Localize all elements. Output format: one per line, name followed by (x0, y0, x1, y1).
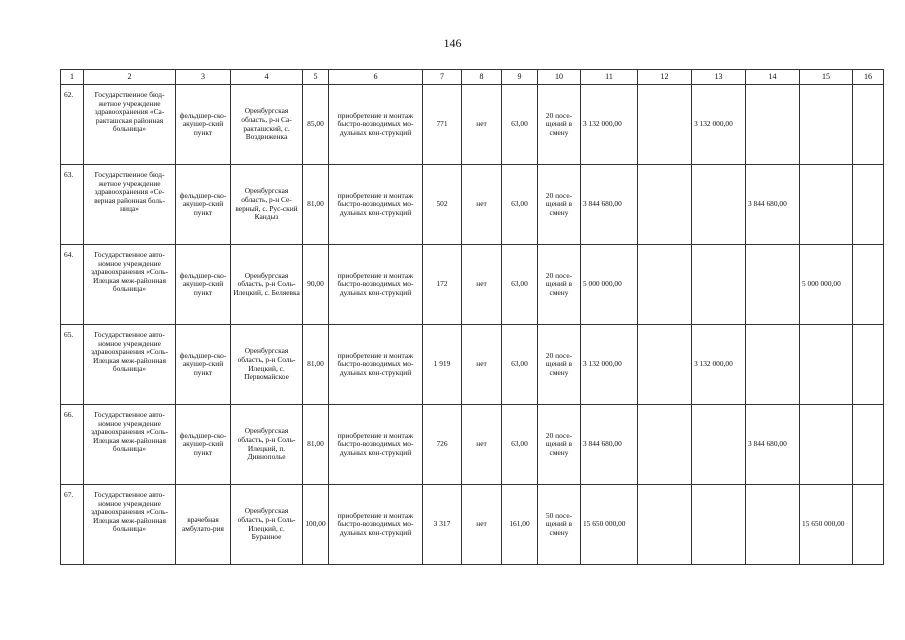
column-15-value (800, 85, 853, 165)
institution-name: Государственное бюд-жетное учреждение здравоохранения «Се-верная районная боль-ница» (84, 165, 176, 245)
column-5-value: 81,00 (303, 325, 329, 405)
column-16-value (853, 165, 884, 245)
row-number: 63. (61, 165, 84, 245)
column-7-value: 3 317 (423, 485, 462, 565)
location: Оренбургская область, р-н Са-ракташский, с. Воздвиженка (231, 85, 303, 165)
capacity: 20 посе-щений в смену (538, 325, 581, 405)
table-row (61, 245, 884, 325)
column-14-value (746, 325, 800, 405)
work-type: приобретение и монтаж быстро-возводимых мо-дульных кон-струкций (329, 485, 423, 565)
row-number: 62. (61, 85, 84, 165)
column-13-value (692, 405, 746, 485)
column-9-value: 161,00 (502, 485, 538, 565)
column-14-value (746, 245, 800, 325)
location: Оренбургская область, р-н Соль-Илецкий, с. Беляевка (231, 245, 303, 325)
column-header: 16 (853, 70, 884, 85)
row-number: 67. (61, 485, 84, 565)
table-row (61, 485, 884, 565)
column-header: 5 (303, 70, 329, 85)
column-header: 7 (423, 70, 462, 85)
column-12-value (638, 485, 692, 565)
total-amount: 5 000 000,00 (581, 245, 638, 325)
column-header: 6 (329, 70, 423, 85)
total-amount: 3 844 680,00 (581, 165, 638, 245)
column-13-value (692, 245, 746, 325)
column-5-value: 81,00 (303, 165, 329, 245)
data-table (60, 69, 884, 565)
column-16-value (853, 405, 884, 485)
row-number: 66. (61, 405, 84, 485)
column-header: 14 (746, 70, 800, 85)
column-7-value: 502 (423, 165, 462, 245)
column-14-value (746, 485, 800, 565)
institution-name: Государственное авто-номное учреждение здравоохранения «Соль-Илецкая меж-районная больница» (84, 405, 176, 485)
capacity: 20 посе-щений в смену (538, 405, 581, 485)
column-header: 2 (84, 70, 176, 85)
table-row (61, 325, 884, 405)
column-9-value: 63,00 (502, 405, 538, 485)
facility-type: фельдшер-ско-акушер-ский пункт (176, 245, 231, 325)
work-type: приобретение и монтаж быстро-возводимых мо-дульных кон-струкций (329, 165, 423, 245)
column-5-value: 81,00 (303, 405, 329, 485)
column-14-value: 3 844 680,00 (746, 405, 800, 485)
column-9-value: 63,00 (502, 85, 538, 165)
column-15-value (800, 165, 853, 245)
column-15-value (800, 325, 853, 405)
column-8-value: нет (462, 405, 502, 485)
column-header: 3 (176, 70, 231, 85)
column-7-value: 172 (423, 245, 462, 325)
column-13-value (692, 485, 746, 565)
column-15-value: 15 650 000,00 (800, 485, 853, 565)
table-row (61, 405, 884, 485)
institution-name: Государственное авто-номное учреждение здравоохранения «Соль-Илецкая меж-районная больница» (84, 485, 176, 565)
column-9-value: 63,00 (502, 325, 538, 405)
column-header: 8 (462, 70, 502, 85)
total-amount: 3 132 000,00 (581, 325, 638, 405)
column-header: 4 (231, 70, 303, 85)
column-5-value: 100,00 (303, 485, 329, 565)
location: Оренбургская область, р-н Се-верный, с. Рус-ский Кандыз (231, 165, 303, 245)
row-number: 65. (61, 325, 84, 405)
table-row (61, 85, 884, 165)
column-header: 10 (538, 70, 581, 85)
page-number: 146 (443, 36, 462, 50)
column-13-value (692, 165, 746, 245)
column-7-value: 771 (423, 85, 462, 165)
column-12-value (638, 405, 692, 485)
location: Оренбургская область, р-н Соль-Илецкий, с. Буранное (231, 485, 303, 565)
capacity: 20 посе-щений в смену (538, 165, 581, 245)
column-8-value: нет (462, 485, 502, 565)
capacity: 50 посе-щений в смену (538, 485, 581, 565)
location: Оренбургская область, р-н Соль-Илецкий, п. Дивнополье (231, 405, 303, 485)
column-7-value: 1 919 (423, 325, 462, 405)
column-12-value (638, 325, 692, 405)
institution-name: Государственное авто-номное учреждение здравоохранения «Соль-Илецкая меж-районная больница» (84, 245, 176, 325)
column-7-value: 726 (423, 405, 462, 485)
facility-type: фельдшер-ско-акушер-ский пункт (176, 165, 231, 245)
column-16-value (853, 85, 884, 165)
capacity: 20 посе-щений в смену (538, 245, 581, 325)
column-12-value (638, 85, 692, 165)
column-header: 13 (692, 70, 746, 85)
institution-name: Государственное авто-номное учреждение здравоохранения «Соль-Илецкая меж-районная больница» (84, 325, 176, 405)
header-row (61, 70, 884, 85)
column-13-value: 3 132 000,00 (692, 85, 746, 165)
total-amount: 3 844 680,00 (581, 405, 638, 485)
facility-type: фельдшер-ско-акушер-ский пункт (176, 85, 231, 165)
column-12-value (638, 165, 692, 245)
column-16-value (853, 325, 884, 405)
location: Оренбургская область, р-н Соль-Илецкий, с. Первомайское (231, 325, 303, 405)
column-16-value (853, 485, 884, 565)
column-14-value (746, 85, 800, 165)
column-8-value: нет (462, 165, 502, 245)
column-8-value: нет (462, 325, 502, 405)
work-type: приобретение и монтаж быстро-возводимых мо-дульных кон-струкций (329, 325, 423, 405)
column-header: 12 (638, 70, 692, 85)
column-5-value: 90,00 (303, 245, 329, 325)
facility-type: фельдшер-ско-акушер-ский пункт (176, 405, 231, 485)
column-13-value: 3 132 000,00 (692, 325, 746, 405)
facility-type: врачебная амбулато-рия (176, 485, 231, 565)
column-header: 9 (502, 70, 538, 85)
capacity: 20 посе-щений в смену (538, 85, 581, 165)
table-row (61, 165, 884, 245)
column-5-value: 85,00 (303, 85, 329, 165)
institution-name: Государственное бюд-жетное учреждение здравоохранения «Са-ракташская районная больница» (84, 85, 176, 165)
row-number: 64. (61, 245, 84, 325)
column-header: 15 (800, 70, 853, 85)
column-8-value: нет (462, 85, 502, 165)
work-type: приобретение и монтаж быстро-возводимых мо-дульных кон-струкций (329, 405, 423, 485)
work-type: приобретение и монтаж быстро-возводимых мо-дульных кон-струкций (329, 85, 423, 165)
column-14-value: 3 844 680,00 (746, 165, 800, 245)
column-15-value: 5 000 000,00 (800, 245, 853, 325)
column-15-value (800, 405, 853, 485)
total-amount: 3 132 000,00 (581, 85, 638, 165)
total-amount: 15 650 000,00 (581, 485, 638, 565)
column-9-value: 63,00 (502, 245, 538, 325)
column-12-value (638, 245, 692, 325)
work-type: приобретение и монтаж быстро-возводимых мо-дульных кон-струкций (329, 245, 423, 325)
column-9-value: 63,00 (502, 165, 538, 245)
column-header: 11 (581, 70, 638, 85)
column-8-value: нет (462, 245, 502, 325)
column-16-value (853, 245, 884, 325)
column-header: 1 (61, 70, 84, 85)
facility-type: фельдшер-ско-акушер-ский пункт (176, 325, 231, 405)
